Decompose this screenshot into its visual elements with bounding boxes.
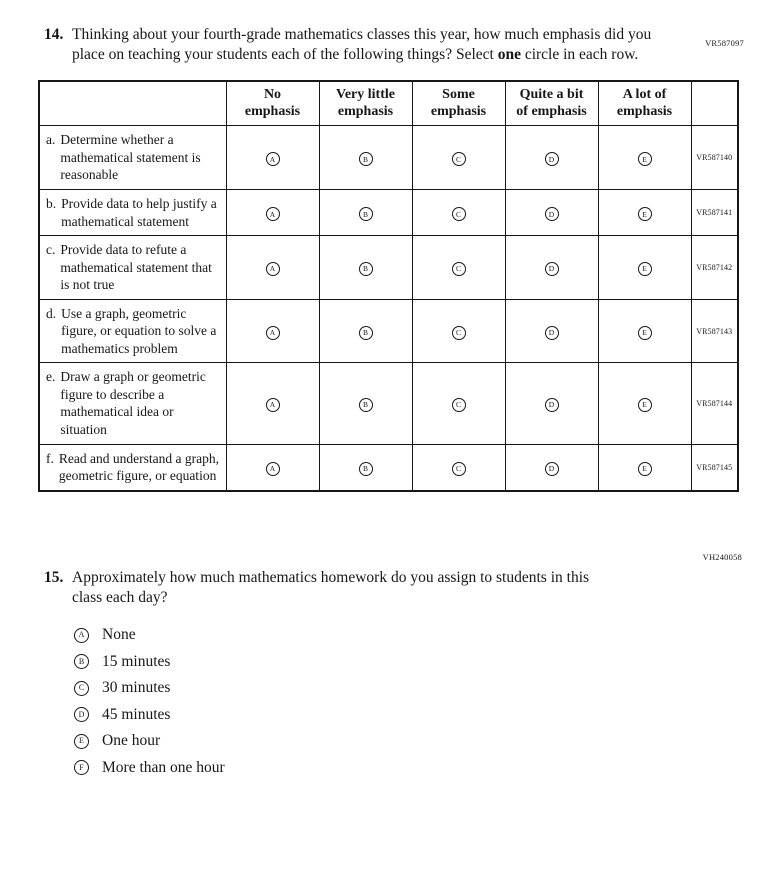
cell-d-very-little [319,299,412,363]
answer-bubble[interactable] [452,152,466,166]
answer-bubble[interactable] [638,262,652,276]
bubble-letter: B [78,656,85,666]
answer-bubble[interactable] [266,152,280,166]
bubble-letter: E [642,264,647,274]
cell-f-no-emphasis [226,444,319,491]
answer-bubble[interactable] [359,326,373,340]
bubble-letter: E [642,154,647,164]
answer-bubble[interactable] [452,462,466,476]
bubble-letter: A [269,328,276,337]
cell-d-quite-a-bit [505,299,598,363]
bubble-letter: D [548,464,555,474]
cell-c-a-lot [598,236,691,300]
table-row-c [39,236,738,300]
bubble-letter: A [269,464,276,474]
bubble-letter: B [362,154,368,164]
bubble-letter: C [455,464,461,474]
bubble-letter: B [362,264,368,274]
bubble-letter: C [455,328,461,337]
cell-f-a-lot [598,444,691,491]
form-code-q15: VH240058 [702,551,742,562]
bubble-letter: D [548,400,555,410]
cell-a-very-little [319,126,412,190]
bubble-letter: E [642,209,647,219]
bubble-letter: D [548,264,555,274]
question-14-bold-word: one [497,46,521,64]
answer-bubble[interactable] [638,462,652,476]
cell-c-some [412,236,505,300]
answer-bubble[interactable] [452,262,466,276]
bubble-letter: C [455,209,461,219]
option-label: 15 minutes [102,652,171,670]
cell-d-no-emphasis [226,299,319,363]
answer-bubble[interactable] [74,760,89,775]
cell-e-a-lot [598,363,691,444]
bubble-letter: B [362,209,368,219]
question-15-number: 15. [44,568,64,586]
table-row-b [39,189,738,235]
answer-bubble[interactable] [266,207,280,221]
table-row-d [39,299,738,363]
answer-bubble[interactable] [74,628,89,643]
row-code: VR587140 [691,126,738,190]
answer-bubble[interactable] [359,462,373,476]
answer-bubble[interactable] [545,326,559,340]
option-label: More than one hour [102,758,225,776]
cell-e-quite-a-bit [505,363,598,444]
option-one-hour[interactable] [74,728,762,755]
question-14-text-part2: circle in each row. [520,46,639,64]
row-text: Provide data to help justify a mathematical statement [61,195,217,229]
column-header-quite-a-bit-emphasis: Quite a bit of emphasis [505,81,598,126]
row-letter: a. [46,132,56,148]
cell-b-very-little [319,189,412,235]
answer-bubble[interactable] [638,326,652,340]
bubble-letter: B [362,400,368,410]
column-header-a-lot-emphasis: A lot of emphasis [598,81,691,126]
header-row [39,81,738,126]
bubble-letter: C [455,154,461,164]
row-letter: b. [46,195,57,211]
answer-bubble[interactable] [452,207,466,221]
answer-bubble[interactable] [452,398,466,412]
answer-bubble[interactable] [74,734,89,749]
answer-bubble[interactable] [545,462,559,476]
column-header-some-emphasis: Some emphasis [412,81,505,126]
row-item-c [39,236,226,300]
column-header-no-emphasis: No emphasis [226,81,319,126]
cell-f-some [412,444,505,491]
answer-bubble[interactable] [545,262,559,276]
answer-bubble[interactable] [452,326,466,340]
header-item-column [39,81,226,126]
row-text: Provide data to refute a mathematical statement that is not true [60,242,212,293]
row-text: Draw a graph or geometric figure to describe a mathematical idea or situation [60,369,206,437]
answer-bubble[interactable] [266,326,280,340]
row-item-a [39,126,226,190]
cell-e-very-little [319,363,412,444]
form-code-top: VR587097 [705,38,744,48]
bubble-letter: A [78,630,85,640]
cell-c-very-little [319,236,412,300]
emphasis-matrix-table [38,80,739,491]
row-item-f [39,444,226,491]
cell-d-some [412,299,505,363]
bubble-letter: A [269,209,276,219]
option-label: One hour [102,732,161,750]
row-letter: c. [46,242,56,258]
row-letter: f. [46,450,54,466]
row-code: VR587145 [691,444,738,491]
bubble-letter: B [362,328,368,337]
option-45-minutes[interactable] [74,701,762,728]
column-header-very-little-emphasis: Very little emphasis [319,81,412,126]
answer-bubble[interactable] [359,207,373,221]
bubble-letter: A [269,264,276,274]
cell-a-no-emphasis [226,126,319,190]
row-code: VR587142 [691,236,738,300]
answer-bubble[interactable] [545,152,559,166]
option-15-minutes[interactable] [74,648,762,675]
question-14-number: 14. [44,26,64,43]
cell-b-quite-a-bit [505,189,598,235]
answer-bubble[interactable] [359,398,373,412]
cell-f-quite-a-bit [505,444,598,491]
cell-c-quite-a-bit [505,236,598,300]
option-label: 45 minutes [102,705,171,723]
row-text: Read and understand a graph, geometric figure, or equation [58,450,219,484]
answer-bubble[interactable] [266,262,280,276]
question-14-text-part1: Thinking about your fourth-grade mathematics classes this year, how much emphasis did you place on teaching your students each of the following things? Select [72,26,652,64]
row-code: VR587144 [691,363,738,444]
answer-bubble[interactable] [545,398,559,412]
table-body [39,126,738,491]
table-row-f [39,444,738,491]
row-letter: e. [46,369,56,385]
questionnaire-page [0,25,762,781]
bubble-letter: A [269,154,276,164]
option-none[interactable] [74,622,762,649]
bubble-letter: D [548,328,555,337]
bubble-letter: E [642,328,647,337]
row-letter: d. [46,305,57,321]
bubble-letter: F [79,762,84,772]
row-text: Use a graph, geometric figure, or equation to solve a mathematics problem [61,305,217,356]
cell-a-some [412,126,505,190]
bubble-letter: D [78,709,85,719]
cell-c-no-emphasis [226,236,319,300]
option-more-than-one-hour[interactable] [74,754,762,781]
bubble-letter: D [548,209,555,219]
cell-b-some [412,189,505,235]
row-code: VR587141 [691,189,738,235]
option-30-minutes[interactable] [74,675,762,702]
option-label: None [102,626,136,644]
answer-bubble[interactable] [359,152,373,166]
question-15-options [74,622,762,781]
header-code-column [691,81,738,126]
answer-bubble[interactable] [266,398,280,412]
row-item-e [39,363,226,444]
table-row-a [39,126,738,190]
answer-bubble[interactable] [545,207,559,221]
row-item-d [39,299,226,363]
question-15 [44,568,762,608]
bubble-letter: C [78,683,85,693]
bubble-letter: C [455,400,461,410]
question-14-text [72,25,664,65]
cell-a-quite-a-bit [505,126,598,190]
answer-bubble[interactable] [266,462,280,476]
table-row-e [39,363,738,444]
question-14 [44,25,762,65]
cell-f-very-little [319,444,412,491]
row-text: Determine whether a mathematical statement is reasonable [60,132,201,183]
cell-d-a-lot [598,299,691,363]
answer-bubble[interactable] [74,654,89,669]
bubble-letter: B [362,464,368,474]
row-item-b [39,189,226,235]
bubble-letter: A [269,400,276,410]
question-15-text: Approximately how much mathematics homework do you assign to students in this class each day? [72,568,590,606]
cell-b-a-lot [598,189,691,235]
answer-bubble[interactable] [638,152,652,166]
cell-a-a-lot [598,126,691,190]
bubble-letter: D [548,154,555,164]
answer-bubble[interactable] [74,681,89,696]
answer-bubble[interactable] [638,207,652,221]
cell-e-no-emphasis [226,363,319,444]
answer-bubble[interactable] [74,707,89,722]
cell-e-some [412,363,505,444]
answer-bubble[interactable] [638,398,652,412]
cell-b-no-emphasis [226,189,319,235]
table-header [39,81,738,126]
bubble-letter: C [455,264,461,274]
bubble-letter: E [79,736,84,746]
answer-bubble[interactable] [359,262,373,276]
bubble-letter: E [642,400,647,410]
row-code: VR587143 [691,299,738,363]
bubble-letter: E [642,464,647,474]
option-label: 30 minutes [102,679,171,697]
